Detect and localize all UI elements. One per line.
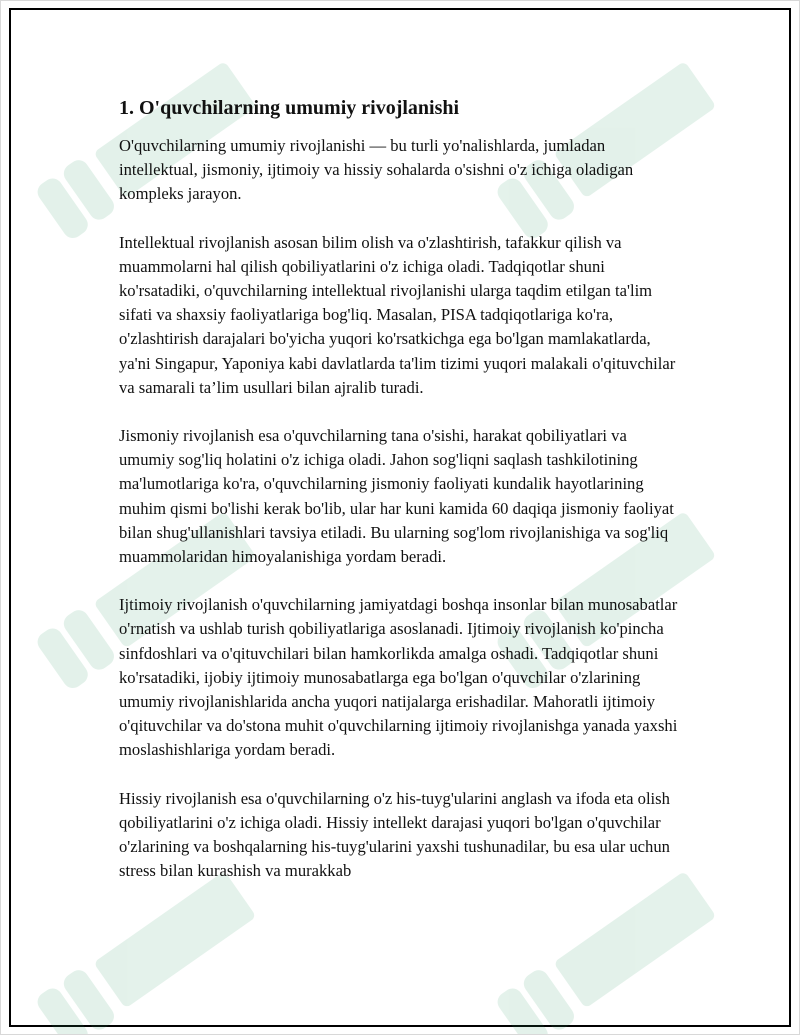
section-heading: 1. O'quvchilarning umumiy rivojlanishi	[119, 97, 460, 119]
paragraph-intro: O'quvchilarning umumiy rivojlanishi — bu turli yo'nalishlarda, jumladan intellektual, jismoniy, ijtimoiy va hissiy sohalarda o'sishni o'z ichiga oladigan kompleks jarayon.	[119, 136, 634, 204]
paragraph-emotional: Hissiy rivojlanish esa o'quvchilarning o'z his-tuyg'ularini anglash va ifoda eta olish qobiliyatlarini o'z ichiga oladi. Hissiy intellekt darajasi yuqori bo'lgan o'quvchilar o'zlarining va boshqalarning his-tuyg'ularini yaxshi tushunadilar, bu esa ular uchun stress bilan kurashish va murakkab	[119, 788, 670, 881]
document-body	[119, 95, 679, 907]
paragraph-intellectual: Intellektual rivojlanish asosan bilim olish va o'zlashtirish, tafakkur qilish va muammolarni hal qilish qobiliyatlarini o'z ichiga oladi. Tadqiqotlar shuni ko'rsatadiki, o'quvchilarning intellektual rivojlanishi ularga taqdim etilgan ta'lim sifati va shaxsiy faoliyatlariga bog'liq. Masalan, PISA tadqiqotlariga ko'ra, o'zlashtirish darajalari bo'yicha yuqori ko'rsatkichga ega bo'lgan mamlakatlarda, ya'ni Singapur, Yaponiya kabi davlatlarda ta'lim tizimi yuqori malakali o'qituvchilar va samarali ta’lim usullari bilan ajralib turadi.	[119, 232, 676, 397]
paragraph-social: Ijtimoiy rivojlanish o'quvchilarning jamiyatdagi boshqa insonlar bilan munosabatlar o'rnatish va ushlab turish qobiliyatlariga asoslanadi. Ijtimoiy rivojlanish ko'pincha sinfdoshlari va o'qituvchilari bilan hamkorlikda amalga oshadi. Tadqiqotlar shuni ko'rsatadiki, ijobiy ijtimoiy munosabatlarga ega bo'lgan o'quvchilar o'zlarining umumiy rivojlanishlarida ancha yuqori natijalarga erishadilar. Mahoratli ijtimoiy o'qituvchilar va do'stona muhit o'quvchilarning ijtimoiy rivojlanishga yanada yaxshi moslashishlariga yordam beradi.	[119, 595, 678, 760]
paragraph-physical: Jismoniy rivojlanish esa o'quvchilarning tana o'sishi, harakat qobiliyatlari va umumiy sog'liq holatini o'z ichiga oladi. Jahon sog'liqni saqlash tashkilotining ma'lumotlariga ko'ra, o'quvchilarning jismoniy faoliyati kundalik hayotlarining muhim qismi bo'lishi kerak bo'lib, ular har kuni kamida 60 daqiqa jismoniy faoliyat bilan shug'ullanishlari tavsiya etiladi. Bu ularning sog'lom rivojlanishiga va sog'liq muammolaridan himoyalanishiga yordam beradi.	[119, 426, 674, 567]
